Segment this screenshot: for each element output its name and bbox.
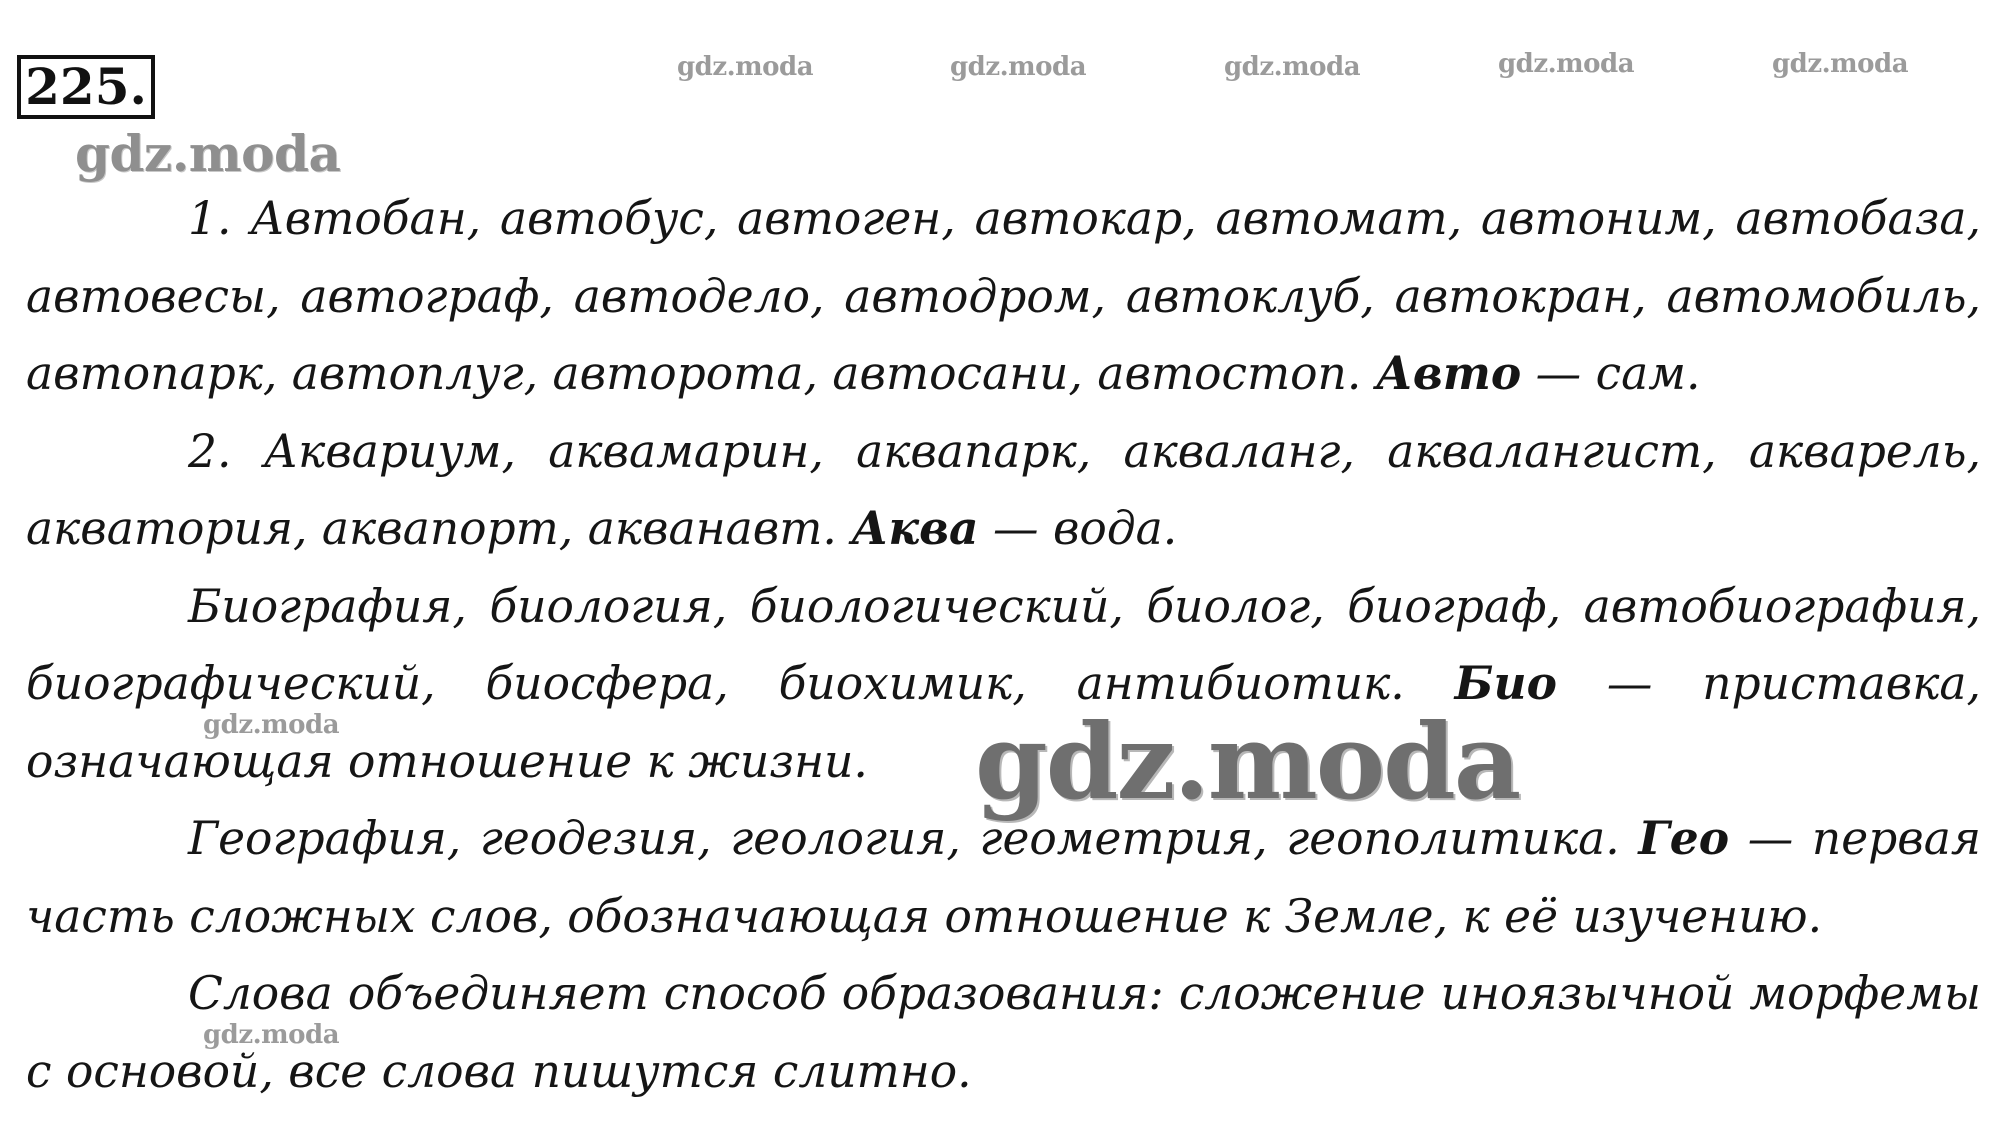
watermark: gdz.moda: [677, 52, 814, 82]
watermark: gdz.moda: [75, 124, 341, 183]
watermark: gdz.moda: [203, 1020, 340, 1050]
root-term: Био: [1454, 656, 1557, 710]
watermark: gdz.moda: [950, 52, 1087, 82]
watermark: gdz.moda: [1498, 49, 1635, 79]
watermark: gdz.moda: [1224, 52, 1361, 82]
watermark: gdz.moda: [1772, 49, 1909, 79]
watermark: gdz.moda: [975, 700, 1520, 823]
exercise-text: [26, 180, 1981, 1110]
root-term: Аква: [851, 501, 979, 555]
root-term: Авто: [1375, 346, 1522, 400]
paragraph: 1. Автобан, автобус, автоген, автокар, автомат, автоним, автобаза, автовесы, автограф, автодело, автодром, автоклуб, автокран, автомобиль, автопарк, автоплуг, авторота, автосани, автостоп. Авто — сам.: [26, 192, 1981, 400]
watermark: gdz.moda: [203, 710, 340, 740]
paragraph: География, геодезия, геология, геометрия, геополитика. Гео — первая часть сложных слов, обозначающая отношение к Земле, к её изучению.: [26, 811, 1981, 943]
paragraph: 2. Аквариум, аквамарин, аквапарк, акваланг, аквалангист, акварель, акватория, аквапорт, акванавт. Аква — вода.: [26, 424, 1981, 555]
paragraph: Слова объединяет способ образования: сложение иноязычной морфемы с основой, все слова пишутся слитно.: [26, 967, 1981, 1098]
exercise-number: 225.: [17, 55, 155, 119]
paragraph: Биография, биология, биологический, биолог, биограф, автобиография, биографический, биосфера, биохимик, антибиотик. Био — приставка, означающая отношение к жизни.: [26, 579, 1981, 788]
root-term: Гео: [1638, 811, 1730, 865]
